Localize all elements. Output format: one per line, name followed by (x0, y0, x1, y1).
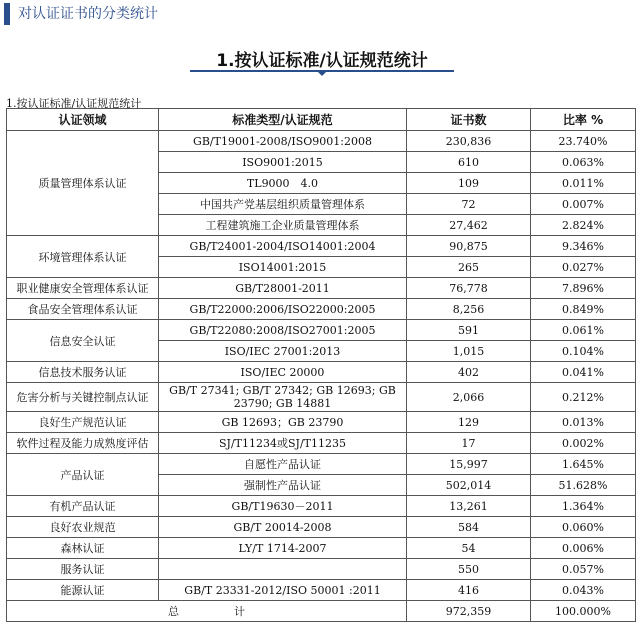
standard-cell: GB/T22000:2006/ISO22000:2005 (159, 299, 407, 320)
table-row (7, 236, 636, 257)
count-cell: 230,836 (407, 131, 531, 152)
standard-cell: ISO14001:2015 (159, 257, 407, 278)
ratio-cell: 9.346% (531, 236, 636, 257)
count-cell: 1,015 (407, 341, 531, 362)
count-cell: 8,256 (407, 299, 531, 320)
count-cell: 90,875 (407, 236, 531, 257)
count-cell: 265 (407, 257, 531, 278)
ratio-cell: 0.002% (531, 433, 636, 454)
field-cell: 良好农业规范 (7, 517, 159, 538)
ratio-cell: 0.041% (531, 362, 636, 383)
table-row (7, 433, 636, 454)
field-cell: 产品认证 (7, 454, 159, 496)
table-row (7, 496, 636, 517)
count-cell: 54 (407, 538, 531, 559)
field-cell: 软件过程及能力成熟度评估 (7, 433, 159, 454)
field-cell: 信息安全认证 (7, 320, 159, 362)
count-cell: 13,261 (407, 496, 531, 517)
count-cell: 76,778 (407, 278, 531, 299)
field-cell: 能源认证 (7, 580, 159, 601)
count-cell: 129 (407, 412, 531, 433)
standard-cell: GB/T19001-2008/ISO9001:2008 (159, 131, 407, 152)
table-row (7, 131, 636, 152)
ratio-cell: 0.061% (531, 320, 636, 341)
standard-cell: 工程建筑施工企业质量管理体系 (159, 215, 407, 236)
ratio-cell: 0.063% (531, 152, 636, 173)
ratio-cell: 0.849% (531, 299, 636, 320)
table-row (7, 299, 636, 320)
field-cell: 环境管理体系认证 (7, 236, 159, 278)
title-pointer (316, 70, 328, 76)
table-row (7, 362, 636, 383)
count-cell: 502,014 (407, 475, 531, 496)
standard-cell: SJ/T11234或SJ/T11235 (159, 433, 407, 454)
ratio-cell: 0.104% (531, 341, 636, 362)
ratio-cell: 1.645% (531, 454, 636, 475)
total-label: 总 计 (7, 601, 407, 622)
ratio-cell: 2.824% (531, 215, 636, 236)
field-cell: 服务认证 (7, 559, 159, 580)
count-cell: 584 (407, 517, 531, 538)
field-cell: 职业健康安全管理体系认证 (7, 278, 159, 299)
header-title: 对认证证书的分类统计 (18, 6, 158, 22)
ratio-cell: 0.212% (531, 383, 636, 412)
ratio-cell: 0.011% (531, 173, 636, 194)
standard-cell: ISO/IEC 27001:2013 (159, 341, 407, 362)
field-cell: 危害分析与关键控制点认证 (7, 383, 159, 412)
table-row (7, 559, 636, 580)
total-ratio: 100.000% (531, 601, 636, 622)
count-cell: 550 (407, 559, 531, 580)
standard-cell: ISO/IEC 20000 (159, 362, 407, 383)
table-row (7, 320, 636, 341)
ratio-cell: 51.628% (531, 475, 636, 496)
count-cell: 2,066 (407, 383, 531, 412)
total-count: 972,359 (407, 601, 531, 622)
page-title: 1.按认证标准/认证规范统计 (216, 51, 428, 71)
table-row (7, 412, 636, 433)
field-cell: 食品安全管理体系认证 (7, 299, 159, 320)
table-row (7, 580, 636, 601)
ratio-cell: 0.043% (531, 580, 636, 601)
ratio-cell: 0.027% (531, 257, 636, 278)
count-cell: 416 (407, 580, 531, 601)
section-header (4, 3, 638, 25)
count-cell: 15,997 (407, 454, 531, 475)
ratio-cell: 7.896% (531, 278, 636, 299)
count-cell: 402 (407, 362, 531, 383)
ratio-cell: 1.364% (531, 496, 636, 517)
standard-cell: GB/T24001-2004/ISO14001:2004 (159, 236, 407, 257)
field-cell: 有机产品认证 (7, 496, 159, 517)
standard-cell: GB/T22080:2008/ISO27001:2005 (159, 320, 407, 341)
ratio-cell: 0.060% (531, 517, 636, 538)
count-cell: 27,462 (407, 215, 531, 236)
ratio-cell: 0.007% (531, 194, 636, 215)
table-row (7, 383, 636, 412)
count-cell: 109 (407, 173, 531, 194)
standard-cell: GB/T 20014-2008 (159, 517, 407, 538)
standard-cell: LY/T 1714-2007 (159, 538, 407, 559)
ratio-cell: 0.006% (531, 538, 636, 559)
standard-cell: GB/T 27341; GB/T 27342; GB 12693; GB 23790; GB 14881 (159, 383, 407, 412)
standard-cell: 自愿性产品认证 (159, 454, 407, 475)
count-cell: 17 (407, 433, 531, 454)
standard-cell: GB/T19630－2011 (159, 496, 407, 517)
table-row (7, 454, 636, 475)
standard-cell: ISO9001:2015 (159, 152, 407, 173)
certificate-table (6, 108, 636, 622)
standard-cell: 强制性产品认证 (159, 475, 407, 496)
standard-cell: GB/T 23331-2012/ISO 50001 :2011 (159, 580, 407, 601)
table-caption: 1.按认证标准/认证规范统计 (6, 97, 142, 110)
column-header: 认证领域 (7, 109, 159, 131)
count-cell: 610 (407, 152, 531, 173)
standard-cell (159, 559, 407, 580)
table-row (7, 538, 636, 559)
field-cell: 质量管理体系认证 (7, 131, 159, 236)
standard-cell: TL9000 4.0 (159, 173, 407, 194)
column-header: 标准类型/认证规范 (159, 109, 407, 131)
ratio-cell: 0.057% (531, 559, 636, 580)
column-header: 证书数 (407, 109, 531, 131)
standard-cell: 中国共产党基层组织质量管理体系 (159, 194, 407, 215)
standard-cell: GB/T28001-2011 (159, 278, 407, 299)
table-row (7, 517, 636, 538)
ratio-cell: 23.740% (531, 131, 636, 152)
field-cell: 森林认证 (7, 538, 159, 559)
column-header: 比率 % (531, 109, 636, 131)
ratio-cell: 0.013% (531, 412, 636, 433)
total-row (7, 601, 636, 622)
count-cell: 72 (407, 194, 531, 215)
table-header-row (7, 109, 636, 131)
field-cell: 信息技术服务认证 (7, 362, 159, 383)
count-cell: 591 (407, 320, 531, 341)
standard-cell: GB 12693；GB 23790 (159, 412, 407, 433)
table-row (7, 278, 636, 299)
field-cell: 良好生产规范认证 (7, 412, 159, 433)
